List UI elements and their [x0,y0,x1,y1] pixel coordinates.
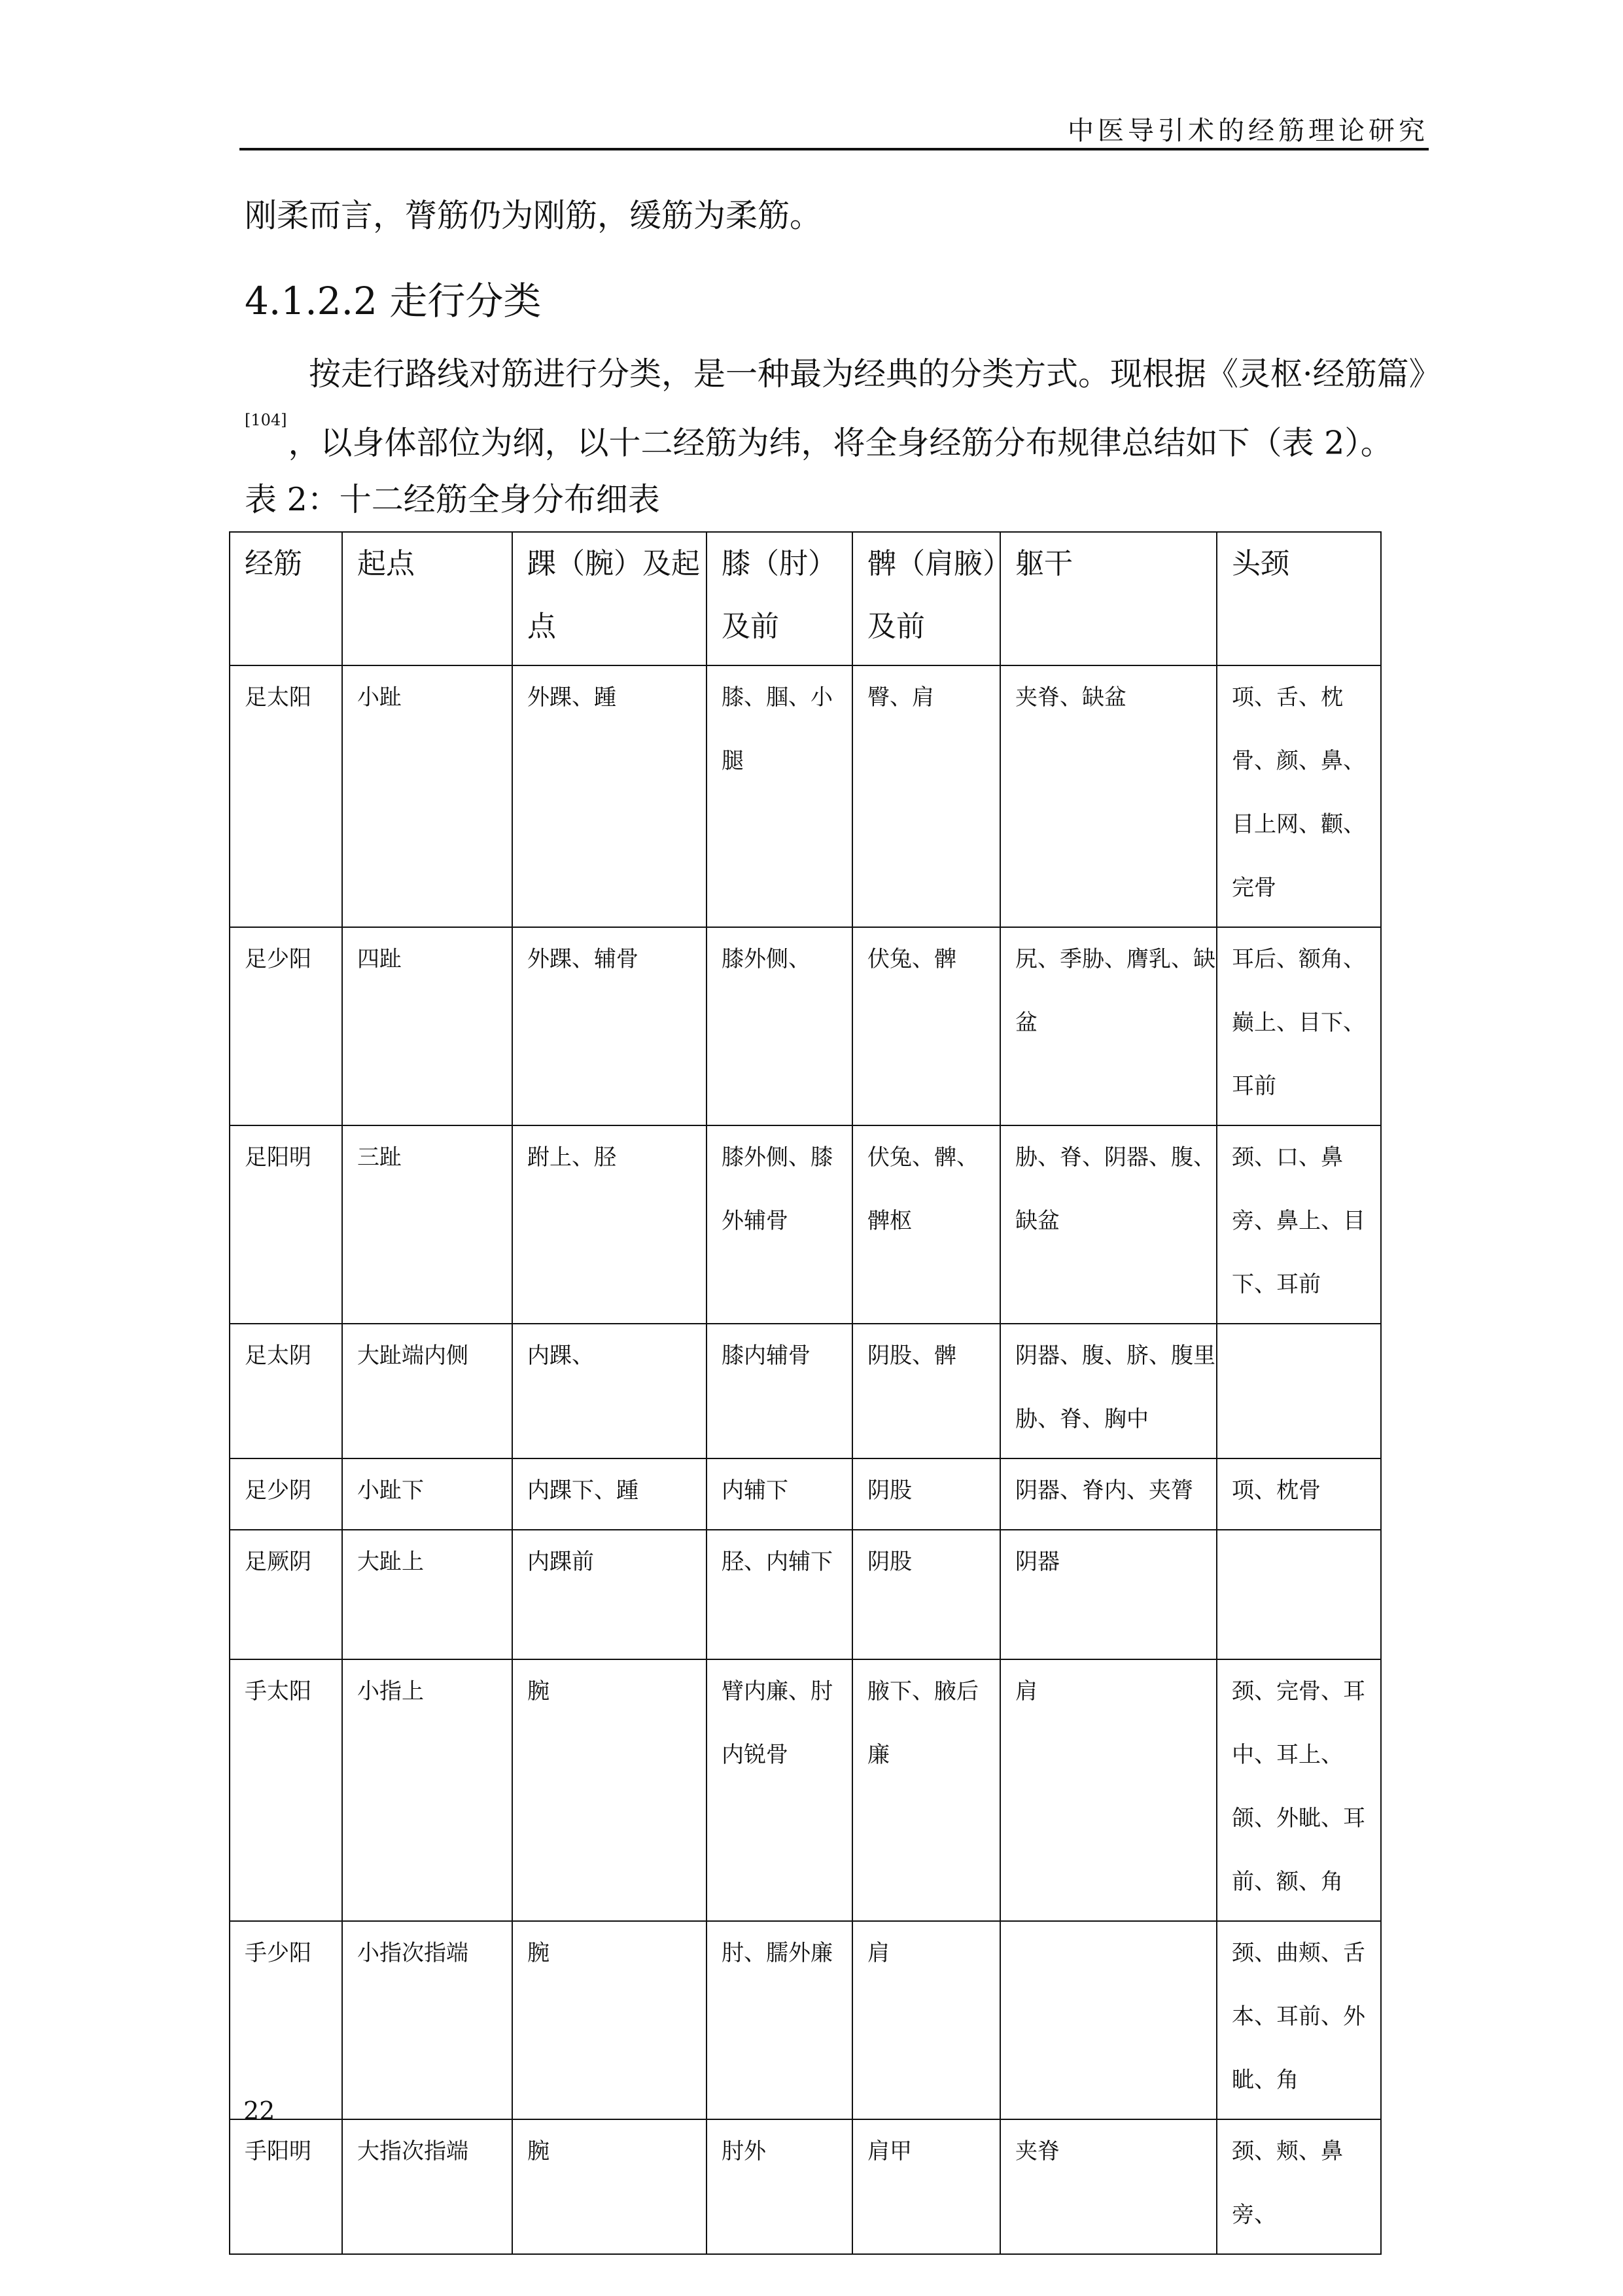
cell-knee-elbow: 胫、内辅下 [707,1530,852,1659]
cell-hip-shoulder: 臀、肩 [852,665,1000,927]
column-header: 髀（肩腋）及前 [852,532,1000,665]
cell-hip-shoulder: 伏兔、髀、髀枢 [852,1125,1000,1324]
cell-channel-name: 手阳明 [230,2119,342,2254]
cell-knee-elbow: 肘外 [707,2119,852,2254]
cell-channel-name: 手少阳 [230,1921,342,2119]
cell-head-neck: 颈、口、鼻旁、鼻上、目下、耳前 [1217,1125,1381,1324]
cell-ankle-wrist: 外踝、踵 [512,665,707,927]
table-header-row [230,532,1381,665]
header-rule [239,148,1429,150]
cell-knee-elbow: 膝外侧、 [707,927,852,1125]
table-row [230,1125,1381,1324]
column-header: 起点 [342,532,512,665]
table-caption: 表 2：十二经筋全身分布细表 [245,481,660,518]
cell-ankle-wrist: 内踝、 [512,1324,707,1458]
cell-channel-name: 足少阳 [230,927,342,1125]
cell-knee-elbow: 肘、臑外廉 [707,1921,852,2119]
cell-ankle-wrist: 内踝前 [512,1530,707,1659]
cell-trunk: 阴器、腹、脐、腹里胁、脊、胸中 [1000,1324,1217,1458]
cell-trunk: 肩 [1000,1659,1217,1921]
cell-head-neck: 颈、完骨、耳中、耳上、颌、外眦、耳前、额、角 [1217,1659,1381,1921]
cell-head-neck: 颈、曲颊、舌本、耳前、外眦、角 [1217,1921,1381,2119]
cell-channel-name: 足少阴 [230,1458,342,1530]
cell-origin: 小趾下 [342,1458,512,1530]
cell-trunk: 夹脊 [1000,2119,1217,2254]
cell-head-neck [1217,1324,1381,1458]
cell-ankle-wrist: 腕 [512,2119,707,2254]
cell-ankle-wrist: 腕 [512,1659,707,1921]
column-header: 头颈 [1217,532,1381,665]
cell-channel-name: 足太阴 [230,1324,342,1458]
cell-origin: 四趾 [342,927,512,1125]
paragraph-2: 按走行路线对筋进行分类，是一种最为经典的分类方式。现根据《灵枢·经筋篇》 [309,355,1441,393]
cell-ankle-wrist: 跗上、胫 [512,1125,707,1324]
cell-trunk [1000,1921,1217,2119]
cell-knee-elbow: 内辅下 [707,1458,852,1530]
distribution-table [229,531,1382,2255]
table-row [230,927,1381,1125]
cell-hip-shoulder: 腋下、腋后廉 [852,1659,1000,1921]
cell-knee-elbow: 膝外侧、膝外辅骨 [707,1125,852,1324]
cell-channel-name: 足太阳 [230,665,342,927]
cell-origin: 大指次指端 [342,2119,512,2254]
cell-hip-shoulder: 伏兔、髀 [852,927,1000,1125]
column-header: 躯干 [1000,532,1217,665]
table-row [230,1458,1381,1530]
cell-ankle-wrist: 内踝下、踵 [512,1458,707,1530]
cell-ankle-wrist: 腕 [512,1921,707,2119]
cell-channel-name: 足阳明 [230,1125,342,1324]
cell-channel-name: 足厥阴 [230,1530,342,1659]
running-head-title: 中医导引术的经筋理论研究 [1068,116,1429,146]
column-header: 经筋 [230,532,342,665]
cell-hip-shoulder: 肩 [852,1921,1000,2119]
page-number: 22 [243,2096,275,2125]
cell-head-neck: 颈、颊、鼻旁、 [1217,2119,1381,2254]
citation-ref: [104] [245,411,287,429]
cell-origin: 小指上 [342,1659,512,1921]
cell-channel-name: 手太阳 [230,1659,342,1921]
paragraph-3-text: ，以身体部位为纲，以十二经筋为纬，将全身经筋分布规律总结如下（表 2）。 [288,424,1393,462]
cell-knee-elbow: 膝、腘、小腿 [707,665,852,927]
table-row [230,1324,1381,1458]
column-header: 膝（肘）及前 [707,532,852,665]
cell-origin: 三趾 [342,1125,512,1324]
cell-hip-shoulder: 阴股、髀 [852,1324,1000,1458]
table-row [230,1659,1381,1921]
cell-hip-shoulder: 肩甲 [852,2119,1000,2254]
cell-hip-shoulder: 阴股 [852,1458,1000,1530]
cell-trunk: 胁、脊、阴器、腹、缺盆 [1000,1125,1217,1324]
cell-origin: 小指次指端 [342,1921,512,2119]
cell-origin: 小趾 [342,665,512,927]
column-header: 踝（腕）及起点 [512,532,707,665]
cell-head-neck: 项、枕骨 [1217,1458,1381,1530]
cell-head-neck [1217,1530,1381,1659]
cell-hip-shoulder: 阴股 [852,1530,1000,1659]
cell-trunk: 阴器、脊内、夹膂 [1000,1458,1217,1530]
table-row [230,665,1381,927]
cell-head-neck: 项、舌、枕骨、颜、鼻、目上网、颧、完骨 [1217,665,1381,927]
cell-trunk: 夹脊、缺盆 [1000,665,1217,927]
cell-head-neck: 耳后、额角、巅上、目下、耳前 [1217,927,1381,1125]
paragraph-1: 刚柔而言，膂筋仍为刚筋，缓筋为柔筋。 [245,197,822,234]
cell-trunk: 尻、季胁、膺乳、缺盆 [1000,927,1217,1125]
section-heading: 4.1.2.2 走行分类 [245,279,542,323]
cell-origin: 大趾上 [342,1530,512,1659]
table-row [230,1530,1381,1659]
cell-knee-elbow: 膝内辅骨 [707,1324,852,1458]
cell-ankle-wrist: 外踝、辅骨 [512,927,707,1125]
table-row [230,2119,1381,2254]
cell-trunk: 阴器 [1000,1530,1217,1659]
paragraph-3 [245,411,1427,464]
cell-knee-elbow: 臂内廉、肘内锐骨 [707,1659,852,1921]
table-row [230,1921,1381,2119]
cell-origin: 大趾端内侧 [342,1324,512,1458]
